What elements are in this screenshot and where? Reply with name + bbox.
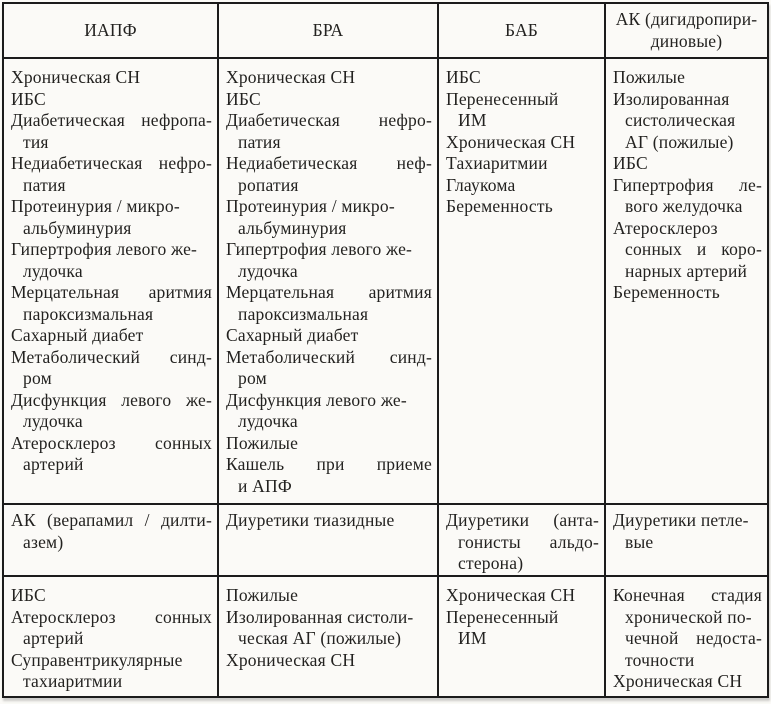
cell-line: ИМ xyxy=(458,628,487,648)
cell-line: Конечная стадия xyxy=(613,585,762,605)
cell-line: стерона) xyxy=(458,553,524,573)
cell-line: ческая АГ (пожилые) xyxy=(238,628,402,648)
cell-line: артерий xyxy=(23,628,84,648)
cell-line: Дисфункция левого же- xyxy=(11,389,212,410)
table-cell-r3-iapf xyxy=(4,577,217,696)
cell-line: Недиабетическая неф- xyxy=(226,153,432,173)
cell-line: пароксизмальная xyxy=(238,303,369,324)
cell-line: патия xyxy=(23,174,66,195)
cell-line: Атеросклероз сонных xyxy=(11,432,212,453)
cell-line: лудочка xyxy=(238,260,298,281)
cell-line: сонных и коро- xyxy=(625,239,762,259)
cell-line: артерий xyxy=(23,454,84,474)
cell-line: Тахиаритмии xyxy=(446,153,548,173)
table-cell-r3-bab xyxy=(439,577,604,696)
cell-line: Беременность xyxy=(613,282,720,302)
cell-line: точности xyxy=(625,649,695,670)
cell-line: Суправентрикулярные xyxy=(11,649,183,670)
cell-line: Хроническая СН xyxy=(446,131,576,152)
cell-line: Перенесенный xyxy=(446,88,559,109)
table-cell-r2-ak-dihydropyridine xyxy=(606,505,767,575)
table-cell-r1-bab xyxy=(439,59,604,503)
cell-line: ром xyxy=(23,368,52,388)
cell-line: Сахарный диабет xyxy=(226,325,359,345)
cell-line: Кашель при приеме xyxy=(226,454,432,474)
cell-line: Пожилые xyxy=(613,67,686,87)
cell-line: Пожилые xyxy=(226,432,299,453)
cell-line: Метаболический синд- xyxy=(11,346,212,367)
cell-line: ИБС xyxy=(613,153,648,173)
cell-line: ИБС xyxy=(11,585,46,605)
cell-line: Диуретики тиазидные xyxy=(226,510,395,530)
cell-line: Атеросклероз xyxy=(613,217,718,238)
cell-line: чечной недоста- xyxy=(625,628,762,648)
table-cell-r2-iapf xyxy=(4,505,217,575)
cell-line: ИБС xyxy=(11,88,46,109)
cell-line: АГ (пожилые) xyxy=(625,131,734,152)
cell-line: Метаболический синд- xyxy=(226,346,432,367)
cell-line: патия xyxy=(238,131,281,152)
table-cell-r3-bra xyxy=(219,577,437,696)
table-cell-r1-bra xyxy=(219,59,437,503)
cell-line: Диуретики (анта- xyxy=(446,510,599,530)
cell-line: ропатия xyxy=(238,174,299,195)
cell-line: лудочка xyxy=(23,411,83,431)
cell-line: систолическая xyxy=(625,110,736,130)
cell-line: альбуминурия xyxy=(238,217,347,238)
cell-line: Хроническая СН xyxy=(226,67,356,87)
table-cell-r1-iapf xyxy=(4,59,217,503)
cell-line: вого желудочка xyxy=(625,196,743,216)
cell-line: АК (верапамил / дилти- xyxy=(11,510,212,530)
cell-line: Хроническая СН xyxy=(11,67,141,87)
table-cell-r1-ak-dihydropyridine xyxy=(606,59,767,503)
cell-line: АК (дигидропири- xyxy=(615,9,758,29)
table-cell-r2-bab xyxy=(439,505,604,575)
cell-line: Изолированная xyxy=(613,88,730,109)
column-header-bab xyxy=(439,4,604,57)
column-header-bra xyxy=(219,4,437,57)
cell-line: Хроническая СН xyxy=(446,585,576,605)
cell-line: Гипертрофия левого же- xyxy=(226,239,413,259)
cell-line: Диабетическая нефропа- xyxy=(11,110,212,130)
cell-line: Гипертрофия левого же- xyxy=(11,239,198,259)
cell-line: ИМ xyxy=(458,110,487,130)
cell-line: Беременность xyxy=(446,196,553,216)
cell-line: Хроническая СН xyxy=(613,671,743,691)
table-cell-r2-bra xyxy=(219,505,437,575)
cell-line: хронической по- xyxy=(625,606,752,627)
cell-line: Протеинурия / микро- xyxy=(11,196,180,216)
cell-line: Пожилые xyxy=(226,585,299,605)
cell-line: ИАПФ xyxy=(84,19,137,40)
cell-line: гонисты альдо- xyxy=(458,531,599,552)
cell-line: диновые) xyxy=(650,30,723,51)
cell-line: ИБС xyxy=(446,67,481,87)
cell-line: Мерцательная аритмия xyxy=(226,282,432,302)
cell-line: Дисфункция левого же- xyxy=(226,389,407,410)
column-header-iapf xyxy=(4,4,217,57)
cell-line: вые xyxy=(625,531,654,552)
cell-line: Перенесенный xyxy=(446,606,559,627)
cell-line: Гипертрофия ле- xyxy=(613,174,762,195)
cell-line: Диуретики петле- xyxy=(613,510,749,530)
cell-line: тахиаритмии xyxy=(23,671,123,691)
cell-line: Мерцательная аритмия xyxy=(11,282,212,302)
cell-line: ИБС xyxy=(226,88,261,109)
cell-line: Сахарный диабет xyxy=(11,325,144,345)
cell-line: Глаукома xyxy=(446,174,516,195)
cell-line: нарных артерий xyxy=(625,260,748,281)
cell-line: Атеросклероз сонных xyxy=(11,606,212,627)
cell-line: Протеинурия / микро- xyxy=(226,196,395,216)
cell-line: Хроническая СН xyxy=(226,649,356,670)
cell-line: лудочка xyxy=(23,260,83,281)
cell-line: азем) xyxy=(23,531,64,552)
cell-line: Диабетическая нефро- xyxy=(226,110,432,130)
cell-line: лудочка xyxy=(238,411,298,431)
table-cell-r3-ak-dihydropyridine xyxy=(606,577,767,696)
cell-line: БРА xyxy=(312,19,344,40)
cell-line: альбуминурия xyxy=(23,217,132,238)
cell-line: БАБ xyxy=(504,19,539,40)
cell-line: ром xyxy=(238,368,267,388)
column-header-ak-dihydropyridine xyxy=(606,4,767,57)
drug-indications-table xyxy=(2,2,769,698)
cell-line: Изолированная систоли- xyxy=(226,606,414,627)
cell-line: тия xyxy=(23,131,49,152)
cell-line: и АПФ xyxy=(238,475,292,496)
cell-line: Недиабетическая нефро- xyxy=(11,153,212,173)
cell-line: пароксизмальная xyxy=(23,303,154,324)
